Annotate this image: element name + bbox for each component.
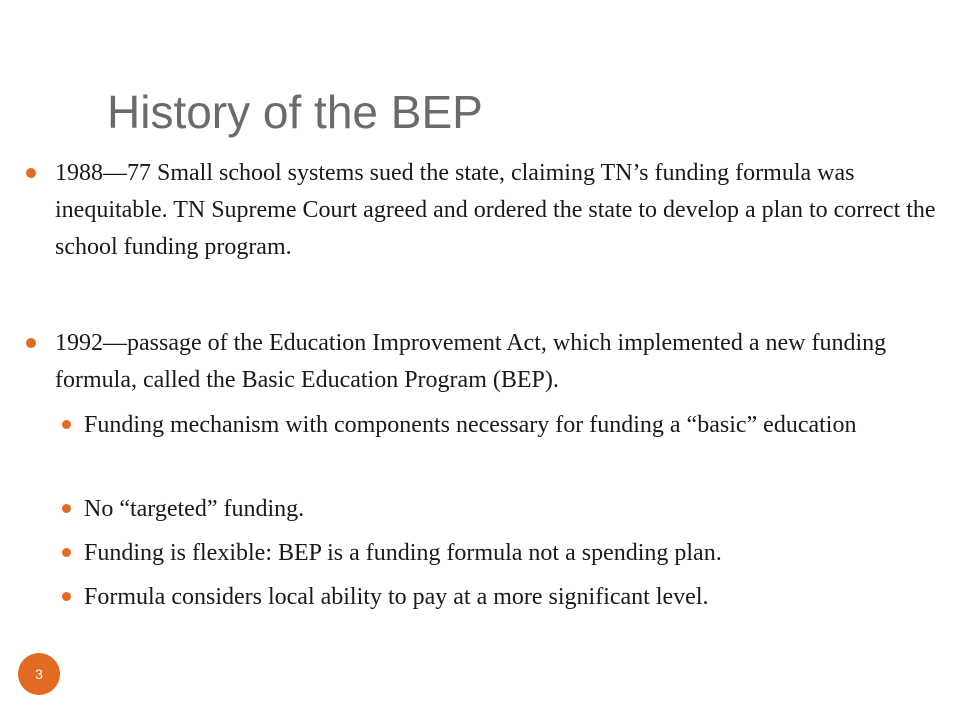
sub-bullet-text: Funding mechanism with components necessary for funding a “basic” education	[84, 412, 857, 438]
sub-bullet-dot-icon	[62, 504, 71, 513]
bullet-dot-icon	[26, 338, 36, 348]
sub-bullet-text: Formula considers local ability to pay at a more significant level.	[84, 584, 709, 610]
sub-bullet-dot-icon	[62, 548, 71, 557]
sub-bullet-item	[84, 491, 944, 528]
bullet-text: 1988—77 Small school systems sued the state, claiming TN’s funding formula was inequitable. TN Supreme Court agreed and ordered the state to develop a plan to correct the school funding program.	[55, 160, 936, 260]
sub-bullet-item	[84, 535, 944, 572]
slide-title: History of the BEP	[107, 86, 483, 138]
sub-bullet-item	[84, 407, 944, 444]
sub-bullet-text: Funding is flexible: BEP is a funding formula not a spending plan.	[84, 540, 722, 566]
sub-bullet-dot-icon	[62, 420, 71, 429]
sub-bullet-dot-icon	[62, 592, 71, 601]
bullet-text: 1992—passage of the Education Improvement Act, which implemented a new funding formula, called the Basic Education Program (BEP).	[55, 330, 887, 393]
slide-number-badge: 3	[18, 653, 60, 695]
bullet-item	[55, 325, 955, 399]
bullet-dot-icon	[26, 168, 36, 178]
bullet-item	[55, 155, 955, 266]
sub-bullet-item	[84, 579, 944, 616]
sub-bullet-text: No “targeted” funding.	[84, 496, 305, 522]
